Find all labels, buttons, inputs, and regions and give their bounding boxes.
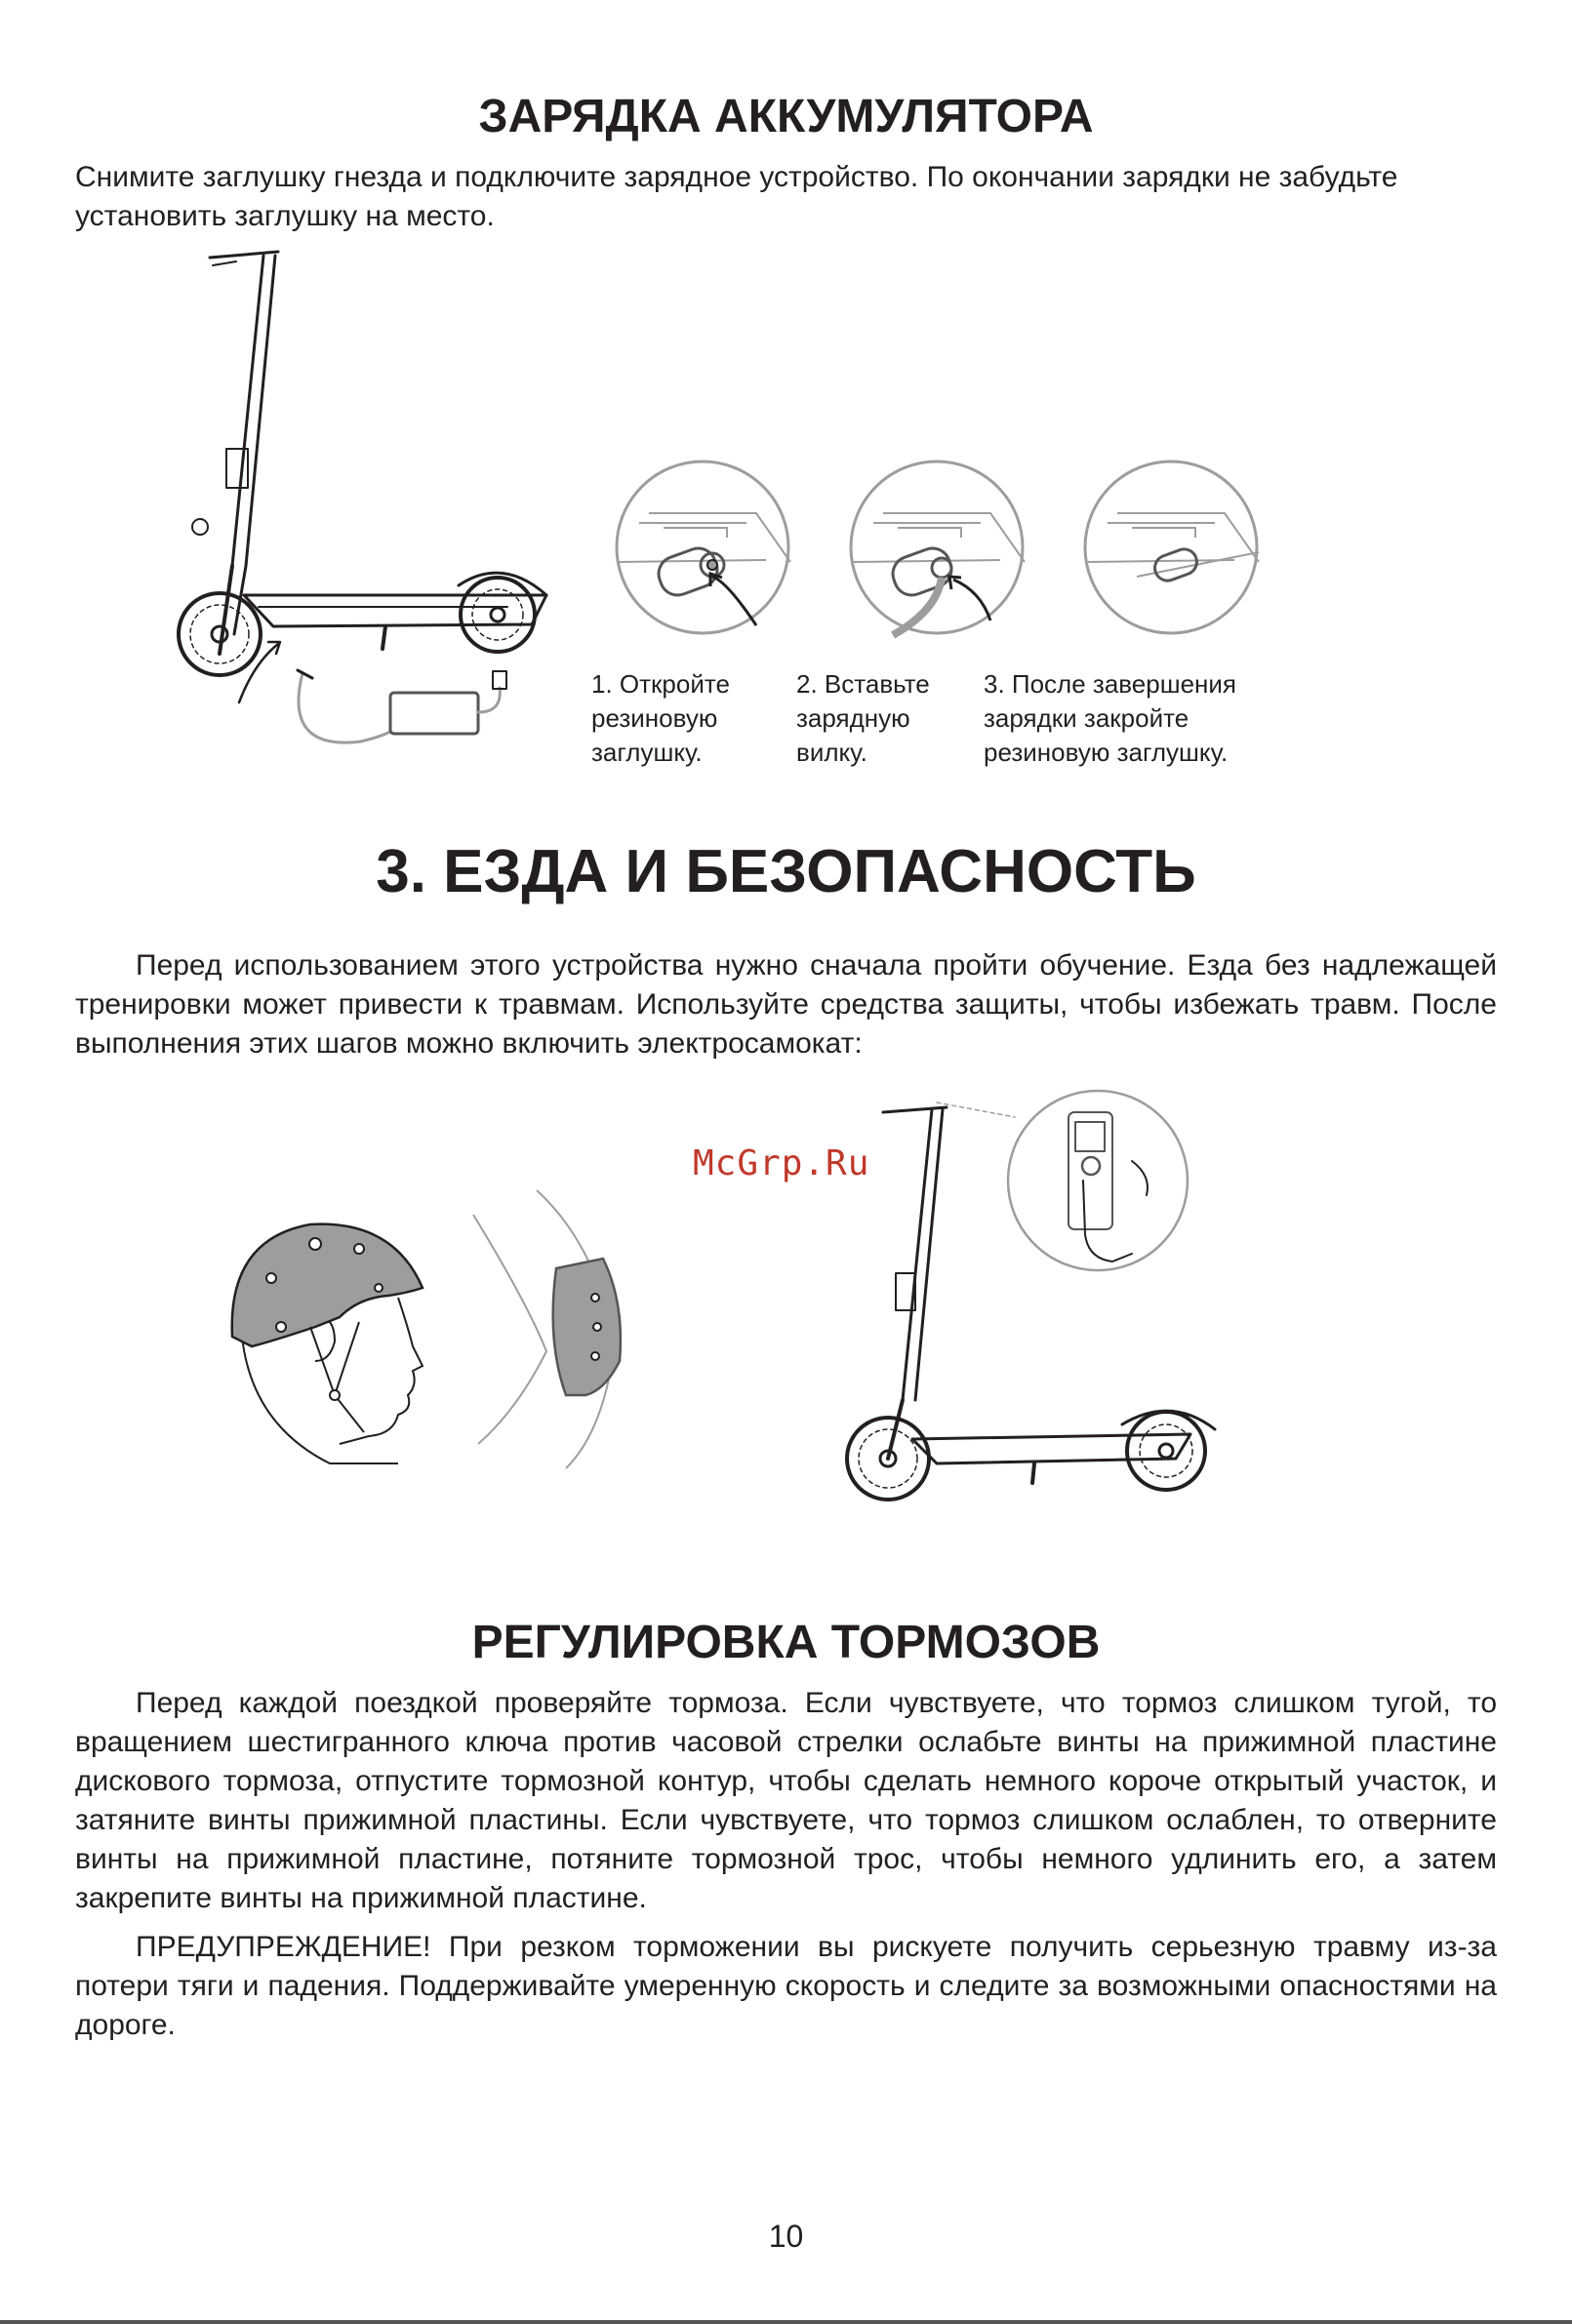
section-title-charging: ЗАРЯДКА АККУМУЛЯТОРА: [478, 91, 1094, 142]
section-title-riding-safety: 3. ЕЗДА И БЕЗОПАСНОСТЬ: [376, 838, 1196, 905]
watermark: McGrp.Ru: [693, 1143, 870, 1183]
page-number: 10: [768, 2219, 804, 2254]
charging-step-1-label: 1. Откройте резиновую заглушку.: [591, 669, 730, 767]
charging-step-1-illustration: [610, 455, 795, 640]
knee-pad-illustration: [459, 1185, 654, 1478]
helmet-illustration: [222, 1181, 437, 1473]
scooter-charging-illustration: [166, 244, 576, 771]
charging-step-3-label: 3. После завершения зарядки закройте резиновую заглушку.: [984, 669, 1237, 767]
charging-step-2-label: 2. Вставьте зарядную вилку.: [796, 669, 930, 767]
brakes-warning-paragraph: ПРЕДУПРЕЖДЕНИЕ! При резком торможении вы рискуете получить серьезную травму из-за потери тяги и падения. Поддерживайте умеренную скорость и следите за возможными опасностями на дороге.: [75, 1931, 1497, 2041]
brakes-paragraph-1: Перед каждой поездкой проверяйте тормоза. Если чувствуете, что тормоз слишком тугой, то вращением шестигранного ключа против часовой стрелки ослабьте винты на прижимной пластине дискового тормоза, отпустите тормозной контур, чтобы сделать немного короче открытый участок, и затяните винты прижимной пластины. Если чувствуете, что тормоз слишком ослаблен, то отверните винты на прижимной пластине, потяните тормозной трос, чтобы немного удлинить его, а затем закрепите винты на прижимной пластине.: [75, 1687, 1497, 1914]
section-title-brakes: РЕГУЛИРОВКА ТОРМОЗОВ: [471, 1617, 1101, 1668]
riding-safety-text: Перед использованием этого устройства нужно сначала пройти обучение. Езда без надлежащей тренировки может привести к травмам. Используйте средства защиты, чтобы избежать травм. После выполнения этих шагов можно включить электросамокат:: [75, 949, 1497, 1060]
scooter-power-on-illustration: [839, 1088, 1220, 1517]
charging-instructions: Снимите заглушку гнезда и подключите зарядное устройство. По окончании зарядки не забудьте установить заглушку на место.: [75, 161, 1398, 232]
bottom-border: [0, 2320, 1572, 2324]
charging-step-2-illustration: [844, 455, 1029, 640]
charging-step-3-illustration: [1078, 455, 1264, 640]
